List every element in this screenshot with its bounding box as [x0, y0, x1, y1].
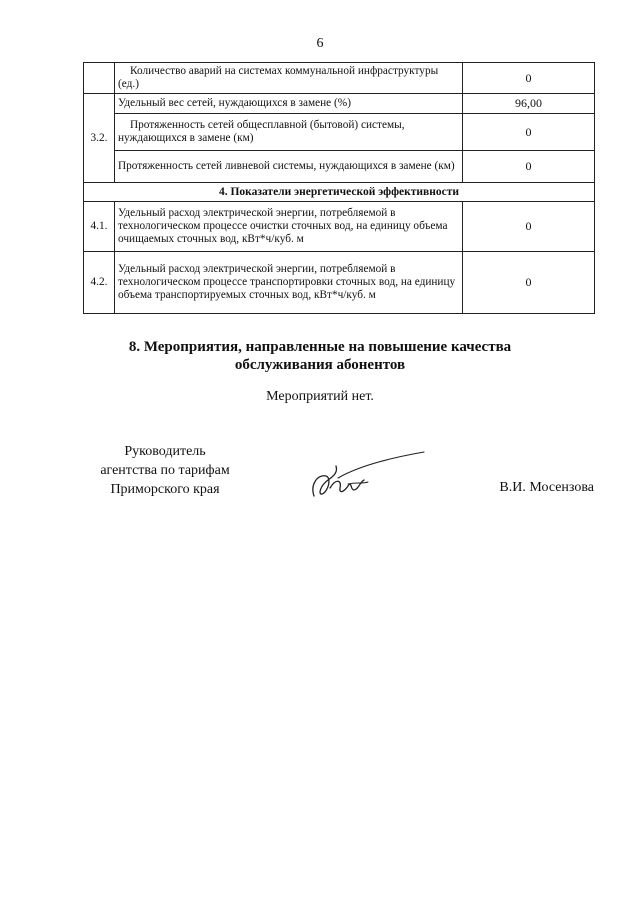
signer-title-line: Руководитель	[124, 444, 206, 459]
row-value: 0	[463, 252, 595, 314]
section-8-heading	[0, 338, 640, 374]
row-value: 0	[463, 114, 595, 151]
table-row	[84, 63, 595, 94]
row-number: 4.2.	[84, 252, 115, 314]
table-row	[84, 202, 595, 252]
row-description: Удельный вес сетей, нуждающихся в замене (%)	[115, 94, 463, 114]
row-description: Количество аварий на системах коммунальной инфраструктуры (ед.)	[115, 63, 463, 94]
signer-title-line: агентства по тарифам	[100, 463, 230, 478]
section-title: 4. Показатели энергетической эффективности	[84, 183, 595, 202]
table-row	[84, 94, 595, 114]
page-number: 6	[316, 36, 324, 51]
row-value: 0	[463, 63, 595, 94]
row-description: Удельный расход электрической энергии, потребляемой в технологическом процессе транспортировки сточных вод, на единицу объема транспортируемых сточных вод, кВт*ч/куб. м	[115, 252, 463, 314]
row-description: Протяженность сетей ливневой системы, нуждающихся в замене (км)	[115, 151, 463, 183]
heading-line: обслуживания абонентов	[234, 357, 406, 373]
row-number	[84, 63, 115, 94]
section-8-body: Мероприятий нет.	[266, 389, 374, 404]
table-row	[84, 252, 595, 314]
indicators-table	[83, 62, 595, 314]
row-description: Удельный расход электрической энергии, потребляемой в технологическом процессе очистки сточных вод, на единицу объема очищаемых сточных вод, кВт*ч/куб. м	[115, 202, 463, 252]
section-row	[84, 183, 595, 202]
table-row	[84, 114, 595, 151]
row-number: 4.1.	[84, 202, 115, 252]
row-number: 3.2.	[84, 94, 115, 183]
heading-line: 8. Мероприятия, направленные на повышение качества	[128, 339, 512, 355]
signer-name: В.И. Мосензова	[499, 480, 594, 495]
row-value: 0	[463, 151, 595, 183]
signer-title	[70, 442, 260, 499]
row-value: 96,00	[463, 94, 595, 114]
row-value: 0	[463, 202, 595, 252]
row-description: Протяженность сетей общесплавной (бытовой) системы, нуждающихся в замене (км)	[115, 114, 463, 151]
table-row	[84, 151, 595, 183]
signer-title-line: Приморского края	[110, 482, 220, 497]
handwritten-signature	[308, 444, 428, 504]
